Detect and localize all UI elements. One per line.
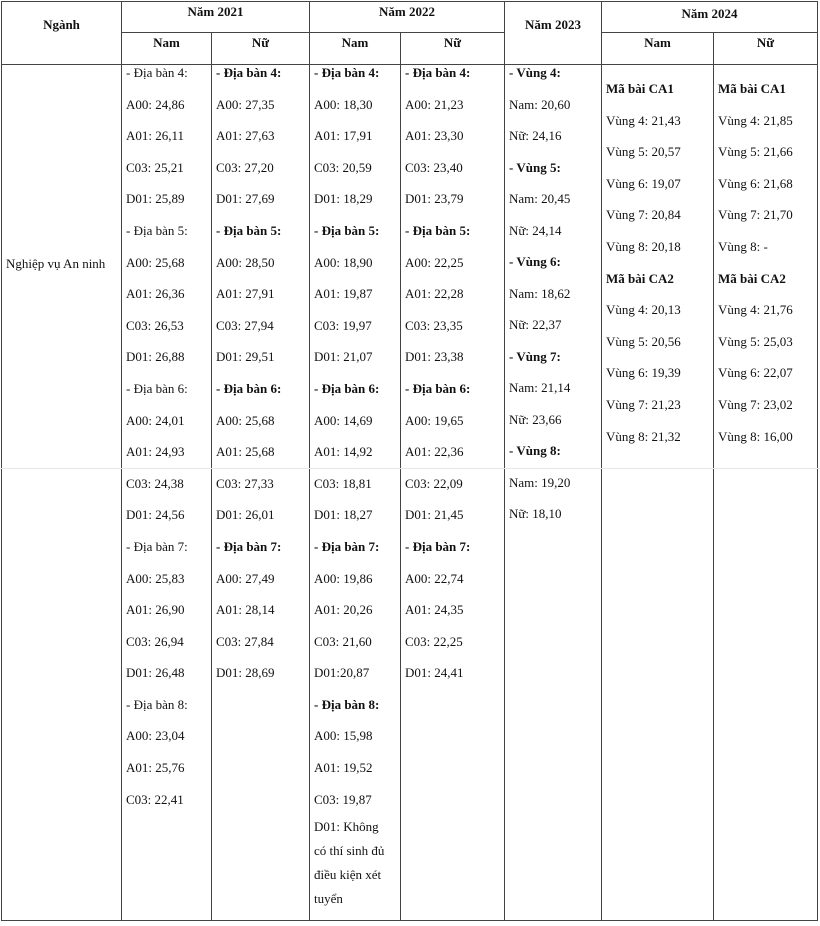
- score-entry: C03: 27,94: [216, 317, 274, 333]
- score-entry: Vùng 6: 19,39: [606, 365, 681, 381]
- score-entry: D01: 24,56: [126, 507, 185, 523]
- score-entry: A01: 17,91: [314, 128, 373, 144]
- group-heading: Mã bài CA1: [606, 81, 674, 96]
- score-entry: A01: 27,91: [216, 286, 275, 302]
- score-entry: A00: 19,86: [314, 570, 373, 586]
- score-entry: D01: 23,79: [405, 191, 464, 207]
- group-heading: - Vùng 6:: [509, 254, 561, 269]
- note-line: D01: Không: [314, 819, 379, 834]
- score-entry: C03: 26,94: [126, 633, 184, 649]
- score-entry: Nam: 19,20: [509, 474, 571, 490]
- score-entry: C03: 25,21: [126, 159, 184, 175]
- score-entry: D01: 25,89: [126, 191, 185, 207]
- score-entry: D01: 18,27: [314, 507, 373, 523]
- score-entry: Vùng 4: 21,43: [606, 112, 681, 128]
- score-entry: Nam: 18,62: [509, 285, 571, 301]
- subheader-2021-nam: Nam: [153, 35, 180, 50]
- group-heading: Mã bài CA2: [606, 270, 674, 286]
- score-entry: D01: 21,45: [405, 507, 464, 523]
- header-year-2022: Năm 2022: [379, 4, 435, 19]
- group-heading: - Địa bàn 7:: [314, 538, 380, 554]
- score-entry: Vùng 5: 20,56: [606, 333, 681, 349]
- group-heading: - Vùng 4:: [509, 65, 561, 80]
- group-heading: - Địa bàn 5:: [314, 222, 380, 238]
- score-entry: C03: 22,41: [126, 791, 184, 807]
- score-entry: A01: 22,36: [405, 444, 464, 460]
- subheader-2022-nu: Nữ: [443, 35, 462, 50]
- score-entry: Vùng 4: 21,85: [718, 112, 793, 128]
- group-heading: - Địa bàn 5:: [405, 222, 471, 238]
- score-entry: A01: 28,14: [216, 602, 275, 618]
- score-entry: A01: 20,26: [314, 602, 373, 618]
- column-2024-nam: [606, 80, 681, 459]
- score-entry: A00: 18,90: [314, 254, 373, 270]
- header-year-2024: Năm 2024: [681, 6, 738, 21]
- score-entry: A01: 24,35: [405, 602, 464, 618]
- header-year-2021: Năm 2021: [187, 4, 244, 19]
- score-entry: A00: 27,35: [216, 96, 275, 112]
- score-entry: A01: 27,63: [216, 128, 275, 144]
- score-entry: A00: 18,30: [314, 96, 373, 112]
- score-entry: A01: 26,36: [126, 286, 185, 302]
- subheader-2022-nam: Nam: [341, 35, 369, 50]
- score-entry: Nữ: 22,37: [509, 317, 562, 332]
- group-heading: Mã bài CA2: [718, 270, 786, 286]
- score-entry: C03: 22,25: [405, 633, 463, 649]
- group-heading: - Vùng 7:: [509, 348, 561, 364]
- score-entry: - Địa bàn 7:: [126, 538, 188, 554]
- score-entry: Vùng 6: 19,07: [606, 175, 681, 191]
- score-entry: Vùng 6: 21,68: [718, 175, 793, 191]
- score-entry: - Địa bàn 8:: [126, 696, 188, 712]
- score-entry: Nữ: 18,10: [509, 506, 562, 521]
- score-entry: Vùng 6: 22,07: [718, 365, 793, 381]
- subheader-2021-nu: Nữ: [251, 35, 270, 50]
- note-2022-nam-d01: [314, 816, 384, 912]
- score-entry: Nữ: 24,14: [509, 222, 562, 238]
- score-entry: A01: 24,93: [126, 444, 185, 460]
- score-entry: C03: 23,40: [405, 159, 463, 175]
- score-entry: Nam: 20,45: [509, 191, 571, 206]
- score-entry: A01: 19,87: [314, 286, 373, 302]
- column-2024-nu: [718, 80, 793, 459]
- group-heading: - Địa bàn 4:: [216, 65, 282, 80]
- score-entry: A01: 26,11: [126, 128, 185, 144]
- group-heading: - Địa bàn 6:: [314, 380, 380, 396]
- score-entry: C03: 27,84: [216, 633, 274, 649]
- score-entry: Vùng 4: 21,76: [718, 302, 793, 318]
- score-entry: Vùng 8: 20,18: [606, 238, 681, 254]
- score-entry: D01: 26,01: [216, 507, 275, 523]
- subheader-2024-nam: Nam: [644, 35, 671, 50]
- group-heading: Mã bài CA1: [718, 81, 786, 96]
- score-entry: A00: 23,04: [126, 728, 185, 744]
- column-2022-nam: [314, 64, 379, 822]
- score-entry: A00: 14,69: [314, 412, 373, 428]
- score-entry: Nữ: 23,66: [509, 411, 562, 427]
- score-entry: D01: 26,48: [126, 665, 185, 681]
- score-entry: Vùng 4: 20,13: [606, 302, 681, 318]
- score-entry: A00: 25,68: [216, 412, 275, 428]
- score-entry: - Địa bàn 4:: [126, 65, 188, 80]
- score-entry: Nam: 20,60: [509, 96, 571, 112]
- score-entry: - Địa bàn 6:: [126, 380, 188, 396]
- score-entry: A01: 26,90: [126, 602, 185, 618]
- score-entry: C03: 26,53: [126, 317, 184, 333]
- score-entry: Vùng 8: -: [718, 238, 768, 254]
- group-heading: - Địa bàn 4:: [405, 65, 471, 80]
- group-heading: - Địa bàn 7:: [405, 538, 471, 554]
- score-entry: A01: 22,28: [405, 286, 464, 302]
- note-line: điều kiện xét: [314, 867, 382, 882]
- score-entry: Vùng 8: 21,32: [606, 428, 681, 444]
- column-2021-nam: [126, 64, 188, 822]
- score-entry: Vùng 8: 16,00: [718, 428, 793, 444]
- score-entry: D01:20,87: [314, 665, 370, 681]
- group-heading: - Địa bàn 7:: [216, 538, 282, 554]
- score-entry: A00: 25,68: [126, 254, 185, 270]
- score-entry: A01: 23,30: [405, 128, 464, 144]
- score-entry: Nữ: 24,16: [509, 128, 562, 143]
- score-entry: C03: 21,60: [314, 633, 372, 649]
- group-heading: - Vùng 5:: [509, 159, 561, 175]
- score-entry: D01: 26,88: [126, 349, 185, 365]
- column-2022-nu: [405, 64, 470, 696]
- group-heading: - Địa bàn 5:: [216, 222, 282, 238]
- column-2023: [509, 64, 570, 537]
- score-entry: C03: 27,33: [216, 475, 274, 491]
- score-entry: A00: 24,01: [126, 412, 185, 428]
- score-entry: Vùng 7: 23,02: [718, 396, 793, 412]
- header-year-2023: Năm 2023: [525, 17, 581, 32]
- score-entry: Vùng 5: 21,66: [718, 144, 793, 160]
- score-entry: C03: 22,09: [405, 475, 463, 491]
- score-entry: D01: 23,38: [405, 349, 464, 365]
- score-entry: D01: 28,69: [216, 665, 275, 681]
- score-entry: C03: 27,20: [216, 159, 274, 175]
- score-entry: A01: 19,52: [314, 760, 373, 776]
- score-entry: A00: 25,83: [126, 570, 185, 586]
- score-entry: A00: 24,86: [126, 96, 185, 112]
- score-entry: A00: 15,98: [314, 728, 373, 744]
- note-line: có thí sinh đủ: [314, 843, 385, 858]
- group-heading: - Vùng 8:: [509, 443, 561, 458]
- score-entry: Vùng 5: 20,57: [606, 144, 681, 160]
- header-nganh: Ngành: [43, 17, 80, 32]
- score-entry: C03: 24,38: [126, 475, 184, 491]
- score-entry: Vùng 7: 21,23: [606, 396, 681, 412]
- score-entry: - Địa bàn 5:: [126, 222, 188, 238]
- score-entry: A01: 25,68: [216, 444, 275, 460]
- note-line: tuyển: [314, 891, 343, 906]
- score-entry: Vùng 7: 21,70: [718, 207, 793, 223]
- score-entry: Vùng 7: 20,84: [606, 207, 681, 223]
- score-entry: A00: 19,65: [405, 412, 464, 428]
- score-entry: D01: 27,69: [216, 191, 275, 207]
- score-entry: C03: 23,35: [405, 317, 463, 333]
- group-heading: - Địa bàn 4:: [314, 65, 380, 80]
- major-name: Nghiệp vụ An ninh: [6, 256, 106, 271]
- score-entry: A00: 27,49: [216, 570, 275, 586]
- subheader-2024-nu: Nữ: [756, 35, 775, 50]
- column-2021-nu: [216, 64, 281, 696]
- score-entry: C03: 20,59: [314, 159, 372, 175]
- score-entry: Nam: 21,14: [509, 380, 571, 395]
- score-entry: A00: 21,23: [405, 96, 464, 112]
- score-entry: D01: 21,07: [314, 349, 373, 365]
- score-entry: D01: 18,29: [314, 191, 373, 207]
- group-heading: - Địa bàn 6:: [216, 380, 282, 396]
- score-entry: A01: 25,76: [126, 760, 185, 776]
- score-entry: C03: 19,97: [314, 317, 372, 333]
- score-entry: C03: 19,87: [314, 791, 372, 807]
- score-entry: D01: 24,41: [405, 665, 464, 681]
- group-heading: - Địa bàn 6:: [405, 380, 471, 396]
- score-entry: A01: 14,92: [314, 444, 373, 460]
- score-entry: A00: 22,25: [405, 254, 464, 270]
- score-entry: Vùng 5: 25,03: [718, 333, 793, 349]
- score-entry: D01: 29,51: [216, 349, 275, 365]
- group-heading: - Địa bàn 8:: [314, 696, 380, 712]
- score-entry: A00: 22,74: [405, 570, 464, 586]
- score-entry: A00: 28,50: [216, 254, 275, 270]
- score-entry: C03: 18,81: [314, 475, 372, 491]
